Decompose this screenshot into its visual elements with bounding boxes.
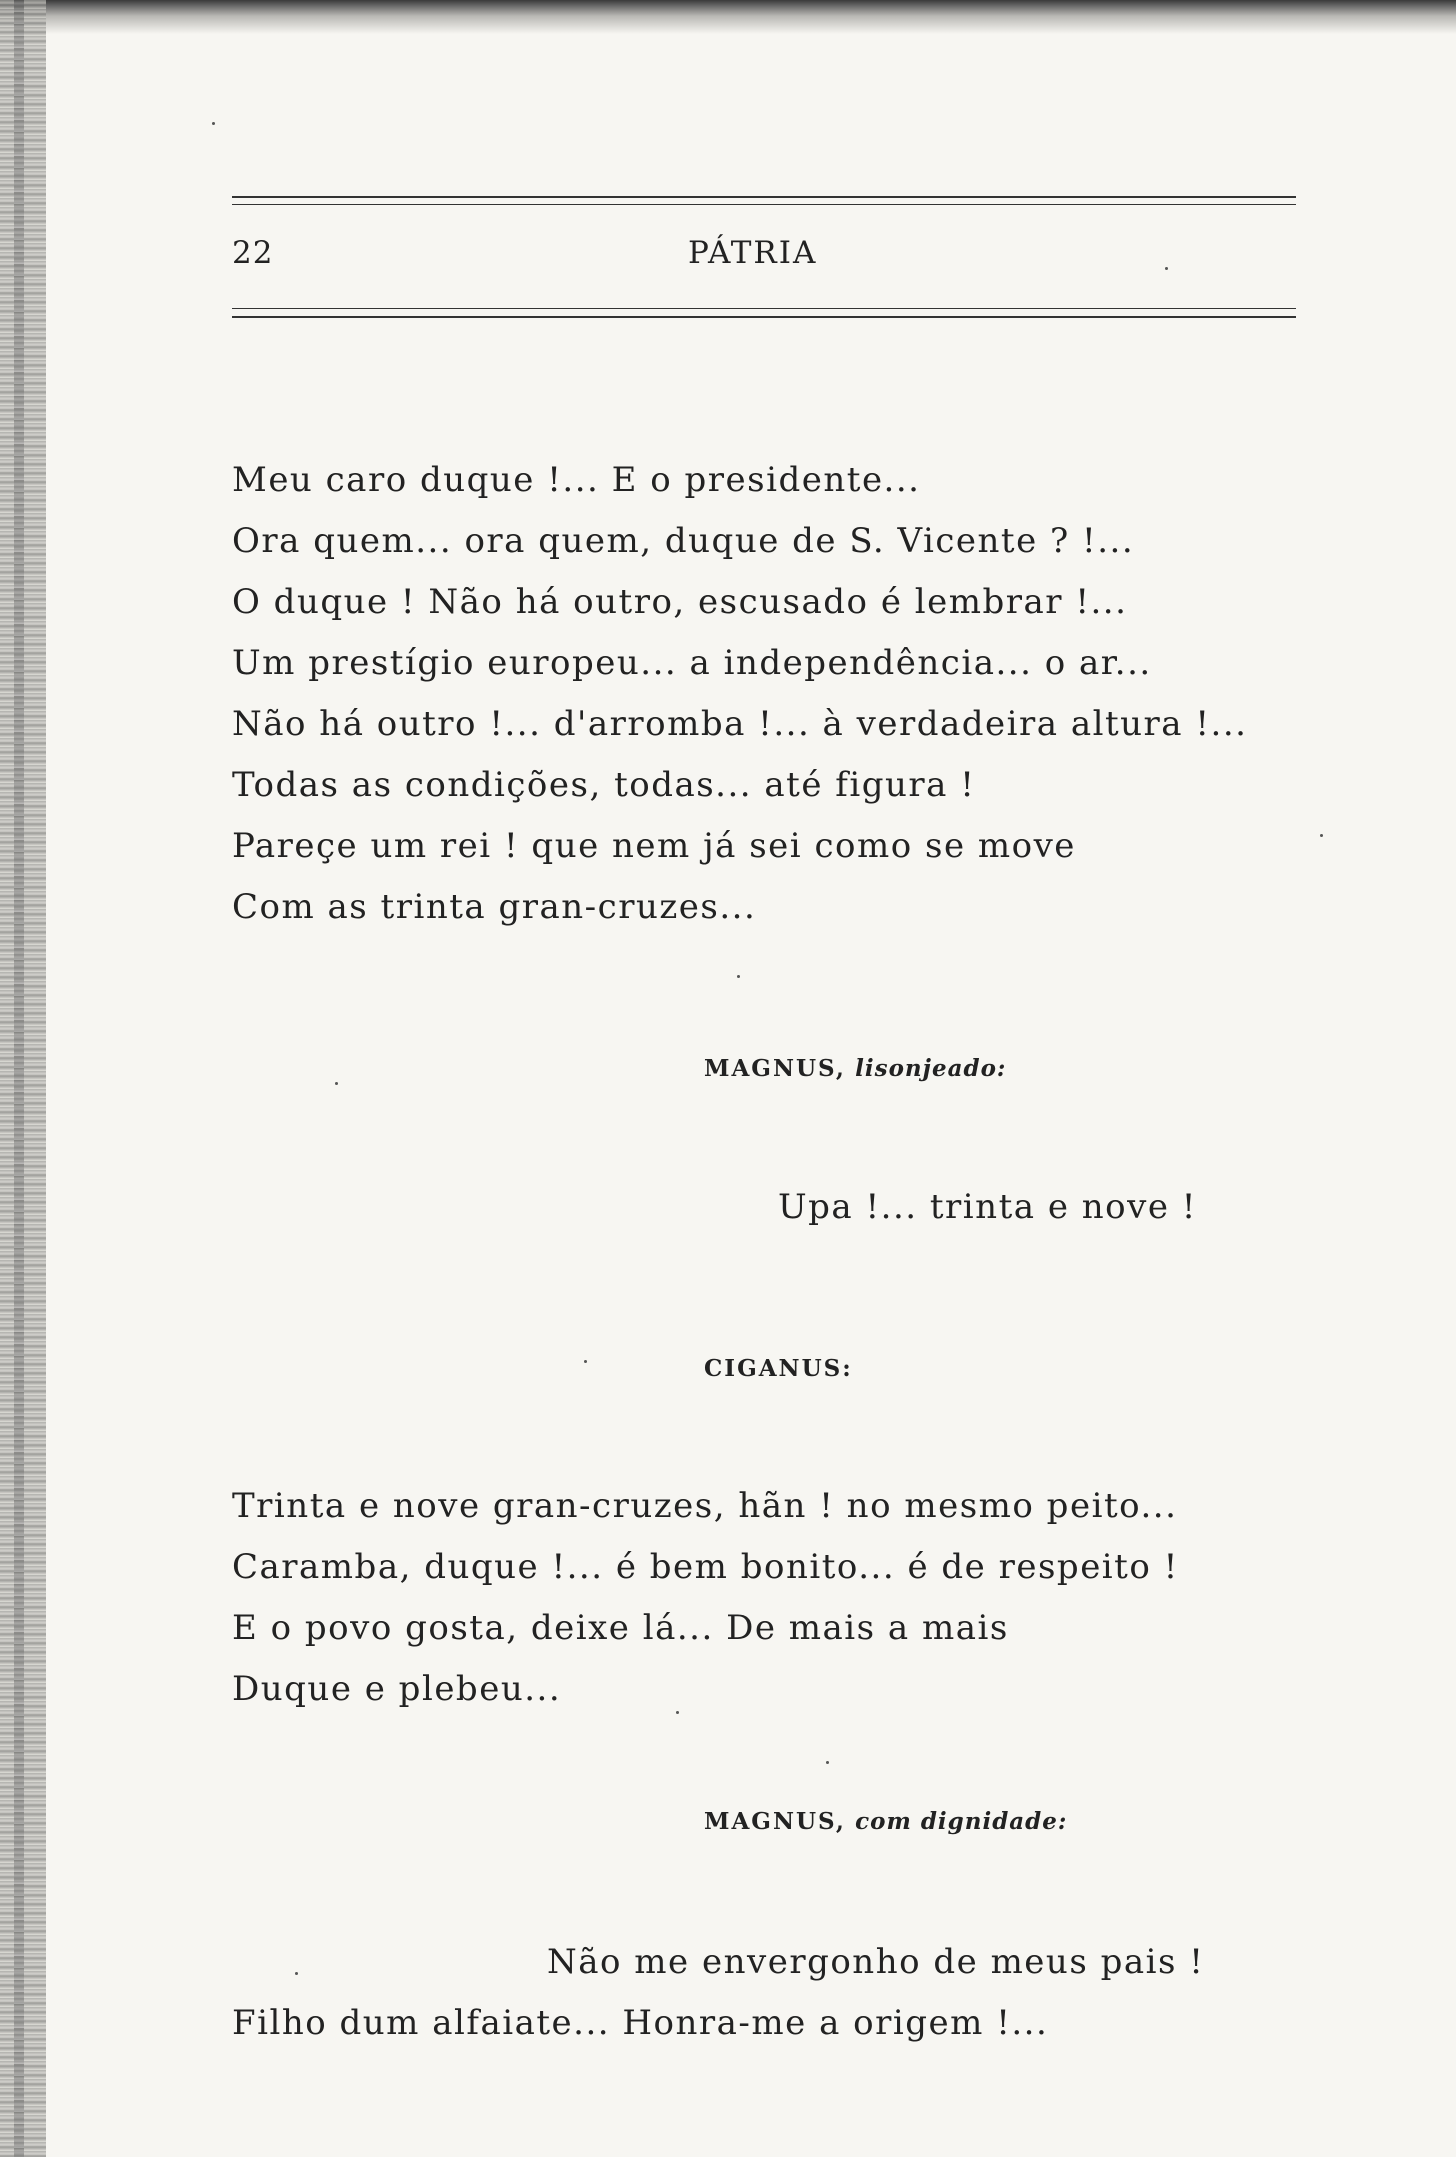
verse-stanza-3 bbox=[232, 1476, 1179, 1720]
verse-line: Caramba, duque !... é bem bonito... é de respeito ! bbox=[232, 1547, 1179, 1587]
verse-line: Upa !... trinta e nove ! bbox=[778, 1187, 1197, 1227]
verse-stanza-4 bbox=[232, 1932, 1204, 2054]
verse-line: Filho dum alfaiate... Honra-me a origem !... bbox=[232, 2003, 1049, 2043]
speaker-heading-magnus-2 bbox=[704, 1808, 1067, 1835]
speaker-name: MAGNUS, bbox=[704, 1055, 846, 1082]
verse-line: Meu caro duque !... E o presidente... bbox=[232, 460, 921, 500]
verse-line: E o povo gosta, deixe lá... De mais a mais bbox=[232, 1608, 1009, 1648]
stage-direction: lisonjeado: bbox=[855, 1055, 1007, 1082]
scan-top-edge bbox=[0, 0, 1456, 34]
verse-line: O duque ! Não há outro, escusado é lembrar !... bbox=[232, 582, 1128, 622]
speaker-name: CIGANUS: bbox=[704, 1355, 853, 1382]
verse-line: Todas as condições, todas... até figura ! bbox=[232, 765, 976, 805]
verse-line: Um prestígio europeu... a independência... o ar... bbox=[232, 643, 1152, 683]
running-title: PÁTRIA bbox=[688, 235, 818, 271]
verse-stanza-1 bbox=[232, 450, 1247, 938]
speaker-heading-ciganus bbox=[704, 1355, 853, 1382]
stage-direction: com dignidade: bbox=[855, 1808, 1068, 1835]
verse-line: Pareçe um rei ! que nem já sei como se move bbox=[232, 826, 1076, 866]
header-rule-top-thin bbox=[232, 204, 1296, 205]
header-rule-top bbox=[232, 196, 1296, 198]
header-rule-bottom bbox=[232, 316, 1296, 318]
verse-line: Trinta e nove gran-cruzes, hãn ! no mesmo peito... bbox=[232, 1486, 1178, 1526]
speaker-name: MAGNUS, bbox=[704, 1808, 846, 1835]
verse-line: Não me envergonho de meus pais ! bbox=[547, 1942, 1205, 1982]
speaker-heading-magnus-1 bbox=[704, 1055, 1006, 1082]
header-rule-bottom-thin bbox=[232, 308, 1296, 309]
verse-line: Não há outro !... d'arromba !... à verdadeira altura !... bbox=[232, 704, 1248, 744]
verse-line: Ora quem... ora quem, duque de S. Vicente ? !... bbox=[232, 521, 1135, 561]
scan-binding-edge bbox=[0, 0, 46, 2157]
verse-line: Com as trinta gran-cruzes... bbox=[232, 887, 757, 927]
verse-line: Duque e plebeu... bbox=[232, 1669, 562, 1709]
page-number: 22 bbox=[232, 235, 274, 271]
verse-stanza-2 bbox=[778, 1177, 1197, 1238]
